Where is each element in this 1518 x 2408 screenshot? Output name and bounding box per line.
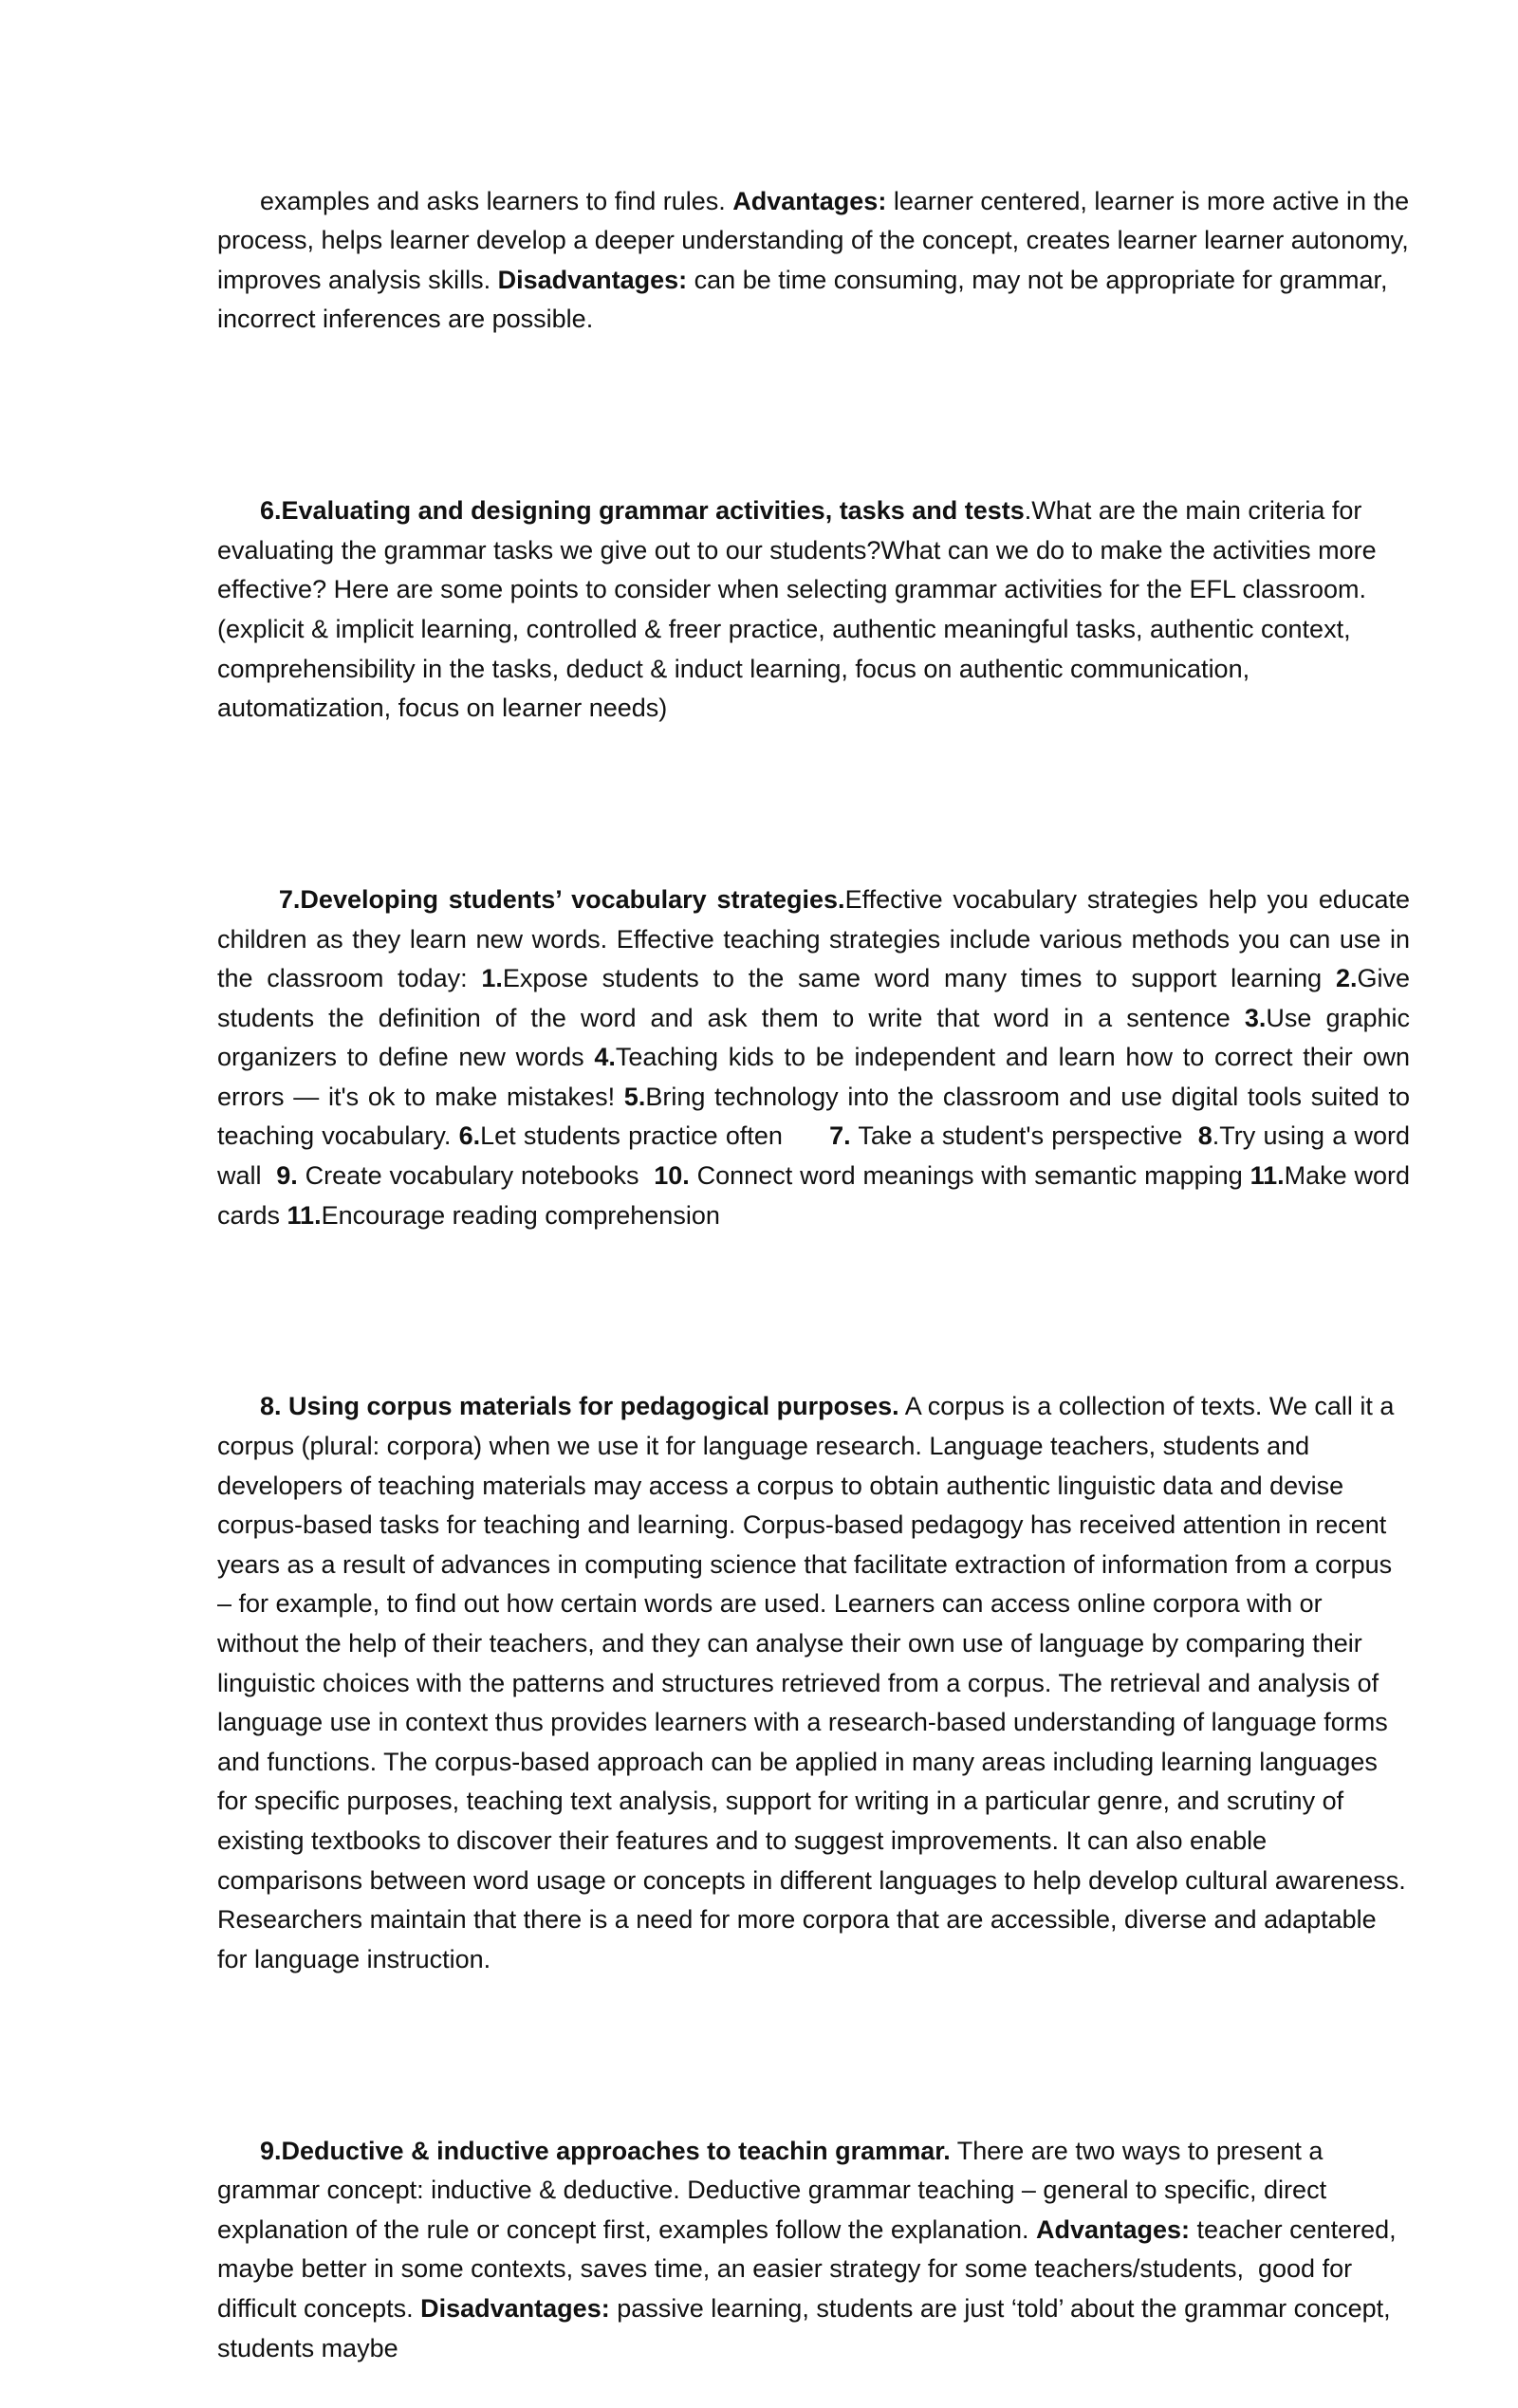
text-run: A corpus is a collection of texts. We call it a corpus (plural: corpora) when we use it for language research. Language teachers, students and developers of teaching materials may access a corpus to obtain authentic linguistic data and devise corpus-based tasks for teaching and learning. Corpus-based pedagogy has received attention in recent years as a result of advances in computing science that facilitate extraction of information from a corpus – for example, to find out how certain words are used. Learners can access online corpora with or without the help of their teachers, and they can analyse their own use of language by comparing their linguistic choices with the patterns and structures retrieved from a corpus. The retrieval and analysis of language use in context thus provides learners with a research-based understanding of language forms and functions. The corpus-based approach can be applied in many areas including learning languages for specific purposes, teaching text analysis, support for writing in a particular genre, and scrutiny of existing textbooks to discover their features and to suggest improvements. It can also enable comparisons between word usage or concepts in different languages to help develop cultural awareness. Researchers maintain that there is a need for more corpora that are accessible, diverse and adaptable for language instruction. <box>217 1392 1414 1973</box>
text-run: Make word cards <box>217 1161 1417 1230</box>
document-body <box>217 142 1417 2408</box>
text-run: There are two ways to present a grammar concept: inductive & deductive. Deductive grammar teaching – general to specific, direct explanation of the rule or concept first, examples follow the explanation. <box>217 2136 1334 2244</box>
list-number: 10. <box>654 1161 690 1191</box>
section-heading: 7.Developing students’ vocabulary strategies. <box>278 884 845 914</box>
text-run: Teaching kids to be independent and learn how to correct their own errors — it's ok to make mistakes! <box>217 1043 1417 1111</box>
text-run: can be time consuming, may not be appropriate for grammar, incorrect inferences are possible. <box>217 265 1396 334</box>
text-run: Give students the definition of the word and ask them to write that word in a sentence <box>217 964 1417 1032</box>
text-run: examples and asks learners to find rules. <box>260 186 733 215</box>
text-run: Use graphic organizers to define new words <box>217 1003 1417 1072</box>
list-number: 1. <box>481 964 503 993</box>
list-number: 5. <box>623 1082 646 1111</box>
text-run: Effective vocabulary strategies help you educate children as they learn new words. Effective teaching strategies include various methods you can use in the classroom today: <box>217 884 1417 993</box>
text-run: .Try using a word wall <box>217 1121 1417 1191</box>
bold-run: Advantages: <box>732 186 887 215</box>
list-number: 8 <box>1197 1121 1213 1151</box>
text-run: Connect word meanings with semantic mapping <box>689 1161 1250 1191</box>
paragraph-section-6 <box>217 453 1410 769</box>
paragraph-section-7 <box>217 841 1417 1275</box>
list-number: 7. <box>829 1121 851 1151</box>
list-number: 4. <box>594 1043 616 1072</box>
text-run: Let students practice often <box>480 1121 830 1151</box>
section-heading: 9.Deductive & inductive approaches to teachin grammar. <box>260 2136 951 2165</box>
list-number: 6. <box>458 1121 481 1151</box>
text-run: .What are the main criteria for evaluating the grammar tasks we give out to our students?What can we do to make the activities more effective? Here are some points to consider when selecting grammar activities for the EFL classroom. (explicit & implicit learning, controlled & freer practice, authentic meaningful tasks, authentic context, comprehensibility in the tasks, deduct & induct learning, focus on authentic communication, automatization, focus on learner needs) <box>217 496 1384 723</box>
text-run: Create vocabulary notebooks <box>297 1161 655 1191</box>
bold-run: Advantages: <box>1036 2214 1191 2244</box>
paragraph-section-8 <box>217 1348 1414 2019</box>
text-run: Bring technology into the classroom and use digital tools suited to teaching vocabulary. <box>217 1082 1417 1151</box>
list-number: 11. <box>1250 1161 1285 1191</box>
paragraph-section-9 <box>217 2092 1410 2408</box>
list-number: 2. <box>1335 964 1358 993</box>
text-run: Expose students to the same word many times to support learning <box>502 964 1336 993</box>
list-number: 3. <box>1244 1003 1267 1032</box>
text-run: Take a student's perspective <box>850 1121 1198 1151</box>
text-run: learner centered, learner is more active in the process, helps learner develop a deeper understanding of the concept, creates learner learner autonomy, improves analysis skills. <box>217 186 1416 294</box>
section-heading: 8. Using corpus materials for pedagogical purposes. <box>260 1392 899 1421</box>
text-run: teacher centered, maybe better in some contexts, saves time, an easier strategy for some teachers/students, good for difficult concepts. <box>217 2214 1404 2323</box>
paragraph-intro <box>217 142 1416 380</box>
text-run: Encourage reading comprehension <box>321 1200 720 1230</box>
text-run: passive learning, students are just ‘told’ about the grammar concept, students maybe <box>217 2293 1398 2362</box>
list-number: 9. <box>276 1161 298 1191</box>
bold-run: Disadvantages: <box>497 265 688 294</box>
section-heading: 6.Evaluating and designing grammar activities, tasks and tests <box>260 496 1025 526</box>
list-number: 11. <box>287 1200 322 1230</box>
bold-run: Disadvantages: <box>420 2293 610 2323</box>
